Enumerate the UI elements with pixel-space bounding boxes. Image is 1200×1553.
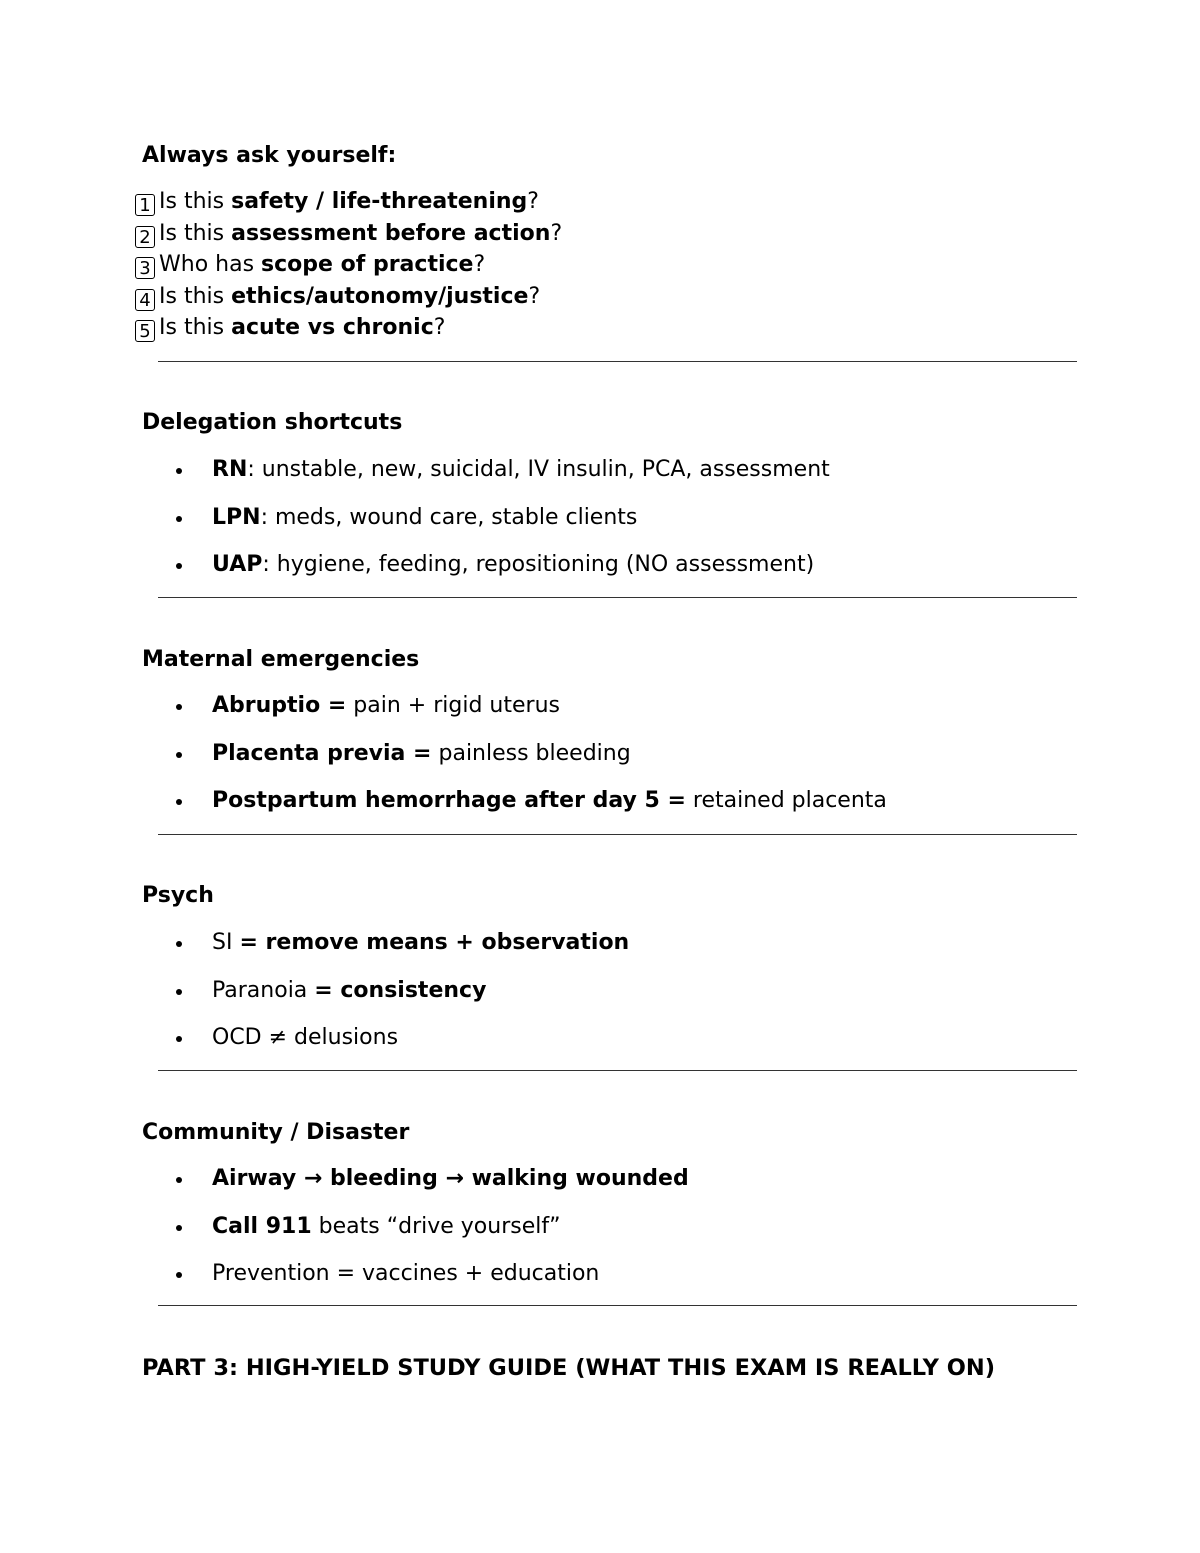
item-text: pain + rigid uterus: [346, 693, 560, 718]
bullet-icon: [176, 941, 182, 947]
item-text: Paranoia: [212, 977, 315, 1003]
bullet-icon: [176, 516, 182, 522]
item-text: beats “drive yourself”: [311, 1213, 561, 1239]
number-badge: 1: [135, 194, 155, 216]
question-text: Is this: [159, 189, 232, 214]
item-text: SI: [212, 930, 240, 955]
item-text: painless bleeding: [431, 740, 631, 766]
divider: [158, 834, 1077, 835]
community-heading: Community / Disaster: [142, 1120, 410, 1145]
divider: [158, 1305, 1077, 1306]
question-text: Is this: [159, 220, 232, 246]
divider: [158, 597, 1077, 598]
bullet-icon: [176, 1036, 182, 1042]
question-end: ?: [528, 283, 541, 309]
question-end: ?: [473, 252, 486, 277]
item-text: : meds, wound care, stable clients: [260, 504, 638, 530]
community-list: [172, 1165, 689, 1308]
item-bold: = consistency: [314, 977, 487, 1003]
bullet-icon: [176, 1177, 182, 1183]
question-bold: acute vs chronic: [231, 315, 434, 340]
item-bold: Abruptio =: [212, 693, 347, 718]
bullet-icon: [176, 468, 182, 474]
list-item: [172, 977, 629, 1025]
question-item: [135, 281, 562, 313]
list-item: [172, 504, 830, 552]
delegation-list: [172, 456, 830, 599]
question-bold: ethics/autonomy/justice: [231, 283, 529, 309]
bullet-icon: [176, 799, 182, 805]
bullet-icon: [176, 1272, 182, 1278]
item-bold: Placenta previa =: [212, 740, 432, 766]
list-item: [172, 1165, 689, 1213]
list-item: [172, 692, 887, 740]
list-item: [172, 1213, 689, 1261]
maternal-list: [172, 692, 887, 835]
list-item: [172, 456, 830, 504]
question-item: [135, 312, 562, 344]
psych-heading: Psych: [142, 883, 214, 908]
question-list: [135, 186, 562, 344]
question-text: Is this: [159, 283, 232, 309]
item-bold: Airway → bleeding → walking wounded: [212, 1166, 689, 1191]
question-end: ?: [433, 315, 446, 340]
item-bold: UAP: [212, 552, 263, 577]
number-badge: 3: [135, 257, 155, 279]
item-text: : hygiene, feeding, repositioning (NO assessment): [262, 552, 815, 577]
question-end: ?: [550, 220, 563, 246]
bullet-icon: [176, 989, 182, 995]
ask-heading: Always ask yourself:: [142, 143, 397, 168]
question-end: ?: [527, 189, 539, 214]
bullet-icon: [176, 563, 182, 569]
delegation-heading: Delegation shortcuts: [142, 410, 403, 435]
item-text: retained placenta: [685, 788, 887, 813]
item-bold: Call 911: [212, 1213, 312, 1239]
number-badge: 2: [135, 226, 155, 248]
bullet-icon: [176, 752, 182, 758]
list-item: [172, 740, 887, 788]
list-item: [172, 551, 830, 599]
part3-heading: PART 3: HIGH-YIELD STUDY GUIDE (WHAT THIS EXAM IS REALLY ON): [142, 1355, 995, 1381]
item-text: : unstable, new, suicidal, IV insulin, PCA, assessment: [247, 457, 830, 482]
item-text: Prevention = vaccines + education: [212, 1261, 600, 1286]
question-bold: scope of practice: [261, 252, 474, 277]
divider: [158, 1070, 1077, 1071]
question-item: [135, 249, 562, 281]
number-badge: 4: [135, 289, 155, 311]
list-item: [172, 929, 629, 977]
item-bold: Postpartum hemorrhage after day 5 =: [212, 788, 686, 813]
bullet-icon: [176, 704, 182, 710]
list-item: [172, 1024, 629, 1072]
item-text: OCD ≠ delusions: [212, 1025, 399, 1050]
list-item: [172, 1260, 689, 1308]
divider: [158, 361, 1077, 362]
bullet-icon: [176, 1225, 182, 1231]
question-bold: safety / life-threatening: [231, 189, 528, 214]
maternal-heading: Maternal emergencies: [142, 647, 420, 672]
question-item: [135, 186, 562, 218]
item-bold: RN: [212, 457, 248, 482]
question-item: [135, 218, 562, 250]
question-bold: assessment before action: [231, 220, 551, 246]
question-text: Is this: [159, 315, 232, 340]
item-bold: LPN: [212, 504, 261, 530]
number-badge: 5: [135, 320, 155, 342]
psych-list: [172, 929, 629, 1072]
question-text: Who has: [159, 252, 262, 277]
list-item: [172, 787, 887, 835]
item-bold: = remove means + observation: [239, 930, 630, 955]
